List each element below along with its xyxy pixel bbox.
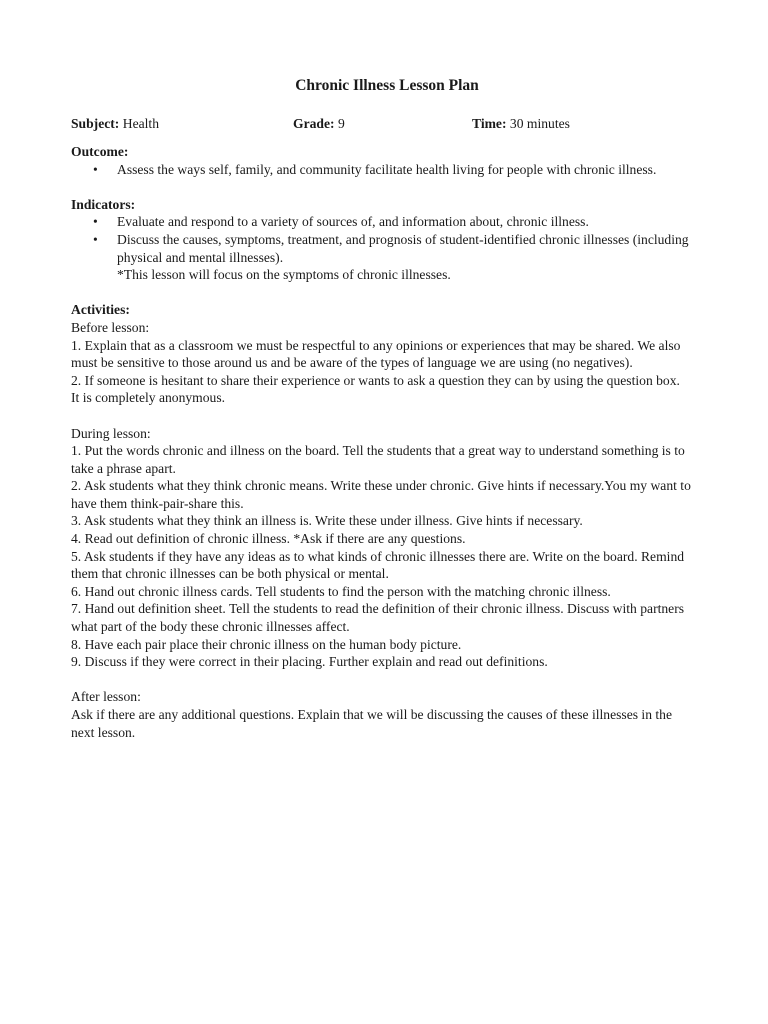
list-item [71,231,691,266]
meta-row [71,115,691,133]
during-item: 1. Put the words chronic and illness on the board. Tell the students that a great way to understand something is to take a phrase apart. [71,443,685,476]
during-item: 9. Discuss if they were correct in their placing. Further explain and read out definitions. [71,654,548,670]
outcome-list [71,161,691,179]
time-value: 30 minutes [509,116,570,131]
subject-field [71,115,159,133]
outcome-heading: Outcome: [71,144,129,159]
subject-label: Subject: [71,116,120,131]
during-item: 7. Hand out definition sheet. Tell the students to read the definition of their chronic illness. Discuss with partners what part of the body these chronic illnesses affect. [71,601,685,635]
list-item [71,161,691,179]
grade-label: Grade: [293,116,335,131]
time-label: Time: [472,116,507,131]
before-item: 2. If someone is hesitant to share their experience or wants to ask a question they can by using the question box. It is completely anonymous. [71,372,680,406]
indicators-section [71,196,691,284]
activities-section [71,301,691,741]
after-text: Ask if there are any additional questions. Explain that we will be discussing the causes of these illnesses in the next lesson. [71,707,673,740]
during-item: 8. Have each pair place their chronic illness on the human body picture. [71,636,462,652]
bullet-icon: • [93,214,98,230]
grade-value: 9 [337,116,345,131]
list-item-text: Discuss the causes, symptoms, treatment, and prognosis of student-identified chronic illnesses (including physical and mental illnesses). [117,231,689,265]
bullet-icon: • [93,231,98,247]
grade-field [293,115,345,133]
during-item: 4. Read out definition of chronic illness. *Ask if there are any questions. [71,531,466,547]
before-lesson-label: Before lesson: [71,319,150,335]
subject-value: Health [122,116,159,131]
time-field [472,115,570,133]
during-item: 2. Ask students what they think chronic means. Write these under chronic. Give hints if necessary.You my want to have them think-pair-share this. [71,478,691,511]
document-title: Chronic Illness Lesson Plan [295,77,479,94]
during-lesson-label: During lesson: [71,425,151,441]
list-item-text: Evaluate and respond to a variety of sources of, and information about, chronic illness. [117,214,589,230]
list-item [71,213,691,231]
indicators-heading: Indicators: [71,196,136,212]
indicators-list [71,213,691,266]
list-item-text: Assess the ways self, family, and community facilitate health living for people with chronic illness. [117,161,657,177]
during-item: 3. Ask students what they think an illness is. Write these under illness. Give hints if necessary. [71,513,583,529]
activities-heading: Activities: [71,302,130,318]
after-lesson-label: After lesson: [71,689,141,705]
before-item: 1. Explain that as a classroom we must be respectful to any opinions or experiences that may be shared. We also must be sensitive to those around us and be aware of the types of language we are using (no negatives). [71,337,681,371]
during-item: 6. Hand out chronic illness cards. Tell students to find the person with the matching chronic illness. [71,583,611,599]
outcome-section [71,143,691,178]
bullet-icon: • [93,161,98,177]
lesson-plan-page [71,76,691,741]
indicators-note: *This lesson will focus on the symptoms of chronic illnesses. [117,267,451,283]
during-item: 5. Ask students if they have any ideas as to what kinds of chronic illnesses there are. Write on the board. Remind them that chronic illnesses can be both physical or mental. [71,548,685,582]
